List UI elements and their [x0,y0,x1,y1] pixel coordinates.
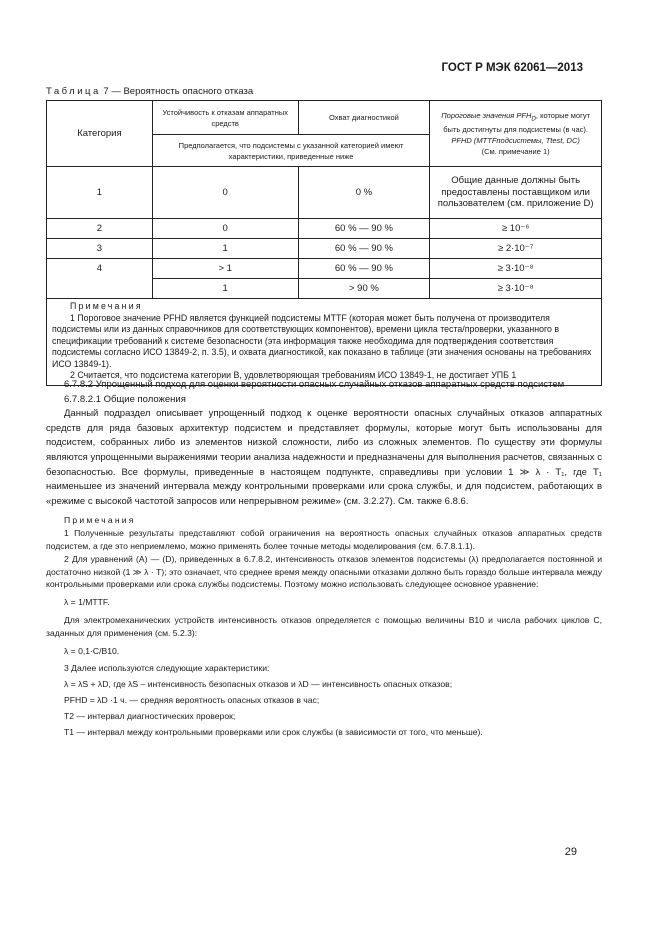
table-cell: 1 [152,279,298,299]
intro-paragraph: Данный подраздел описывает упрощенный подход к оценке вероятности опасных случайных отказов аппаратных средств для ряда базовых архитектур подсистем и представляет формулы, которые могут быть использованы для подсистем, собранных либо из элементов низкой сложности, либо из сложных элементов. По существу эти формулы являются упрощенными выражениями теории анализа надежности и предназначены для выполнения расчетов, связанных с безопасностью. Все формулы, приведенные в настоящем подпункте, справедливы при условии 1 ≫ λ · T₁, где T₁ наименьшее из значений интервала между контрольными проверками или срока службы, и для подсистем, работающих в «режиме с высокой частотой запросов или непрерывном режиме» (см. 3.2.27). См. также 6.8.6. [46,408,602,507]
notes-title: Примечания [70,301,143,311]
table-cell: 0 [152,219,298,239]
table-cell: Общие данные должны быть предоставлены поставщиком или пользователем (см. приложение D) [430,167,602,219]
header-hw-tolerance: Устойчивость к отказам аппаратных средств [152,101,298,135]
table-cell: 4 [47,259,153,299]
table-note-2: 2 Считается, что подсистема категории B, удовлетворяющая требованиям ИСО 13849-1, не достигает УПБ 1 [70,370,517,380]
note-2-continued: Для электромеханических устройств интенсивность отказов определяется с помощью величины B10 и числа рабочих циклов C, заданных для применения (см. 5.2.3): [46,614,602,638]
table-cell: 3 [47,239,153,259]
table-cell: 0 % [298,167,430,219]
header-diagnostic-coverage: Охват диагностикой [298,101,430,135]
header-assumption: Предполагается, что подсистемы с указанной категорией имеют характеристики, приведенные ниже [152,135,429,167]
characteristic-1: λ = λS + λD, где λS – интенсивность безопасных отказов и λD — интенсивность опасных отказов; [64,679,453,690]
table-caption: Таблица 7 — Вероятность опасного отказа [46,86,254,97]
subsection-heading: 6.7.8.2.1 Общие положения [64,393,186,405]
notes-title: Примечания [64,515,136,526]
table-cell: 1 [47,167,153,219]
table-cell: ≥ 3·10⁻⁸ [430,259,602,279]
header-pfh: Пороговые значения $PFH_D$, которые могут быть достигнуты для подсистемы (в час). PFHD (MTTFподсистемы, Ttest, DC) (См. примечание 1) [430,101,602,167]
characteristic-3: T2 — интервал диагностических проверок; [64,710,236,721]
table-note-1: 1 Пороговое значение PFHD является функцией подсистемы MTTF (которая может быть получена от производителя подсистемы или из данных справочников для соответствующих компонентов), времени цикла теста/проверки, указанного в спецификации требований к системе безопасности (эта информация также необходима для подтверждения соответствия подсистемы согласно ИСО 13849-2, п. 3.5), и охвата диагностикой, как показано в таблице (эти значения основаны на требованиях ИСО 13849-1). [52,312,592,369]
characteristic-4: T1 — интервал между контрольными проверками или срок службы (в зависимости от того, что меньше). [64,726,483,737]
header-category: Категория [47,101,153,167]
probability-table [46,100,602,386]
note-1: 1 Полученные результаты представляют собой ограничения на вероятность опасных случайных отказов аппаратных средств подсистем, а где это неприемлемо, можно применять более точные методы моделирования (см. 6.7.8.1.1). [46,528,602,551]
table-cell: ≥ 2·10⁻⁷ [430,239,602,259]
table-cell: ≥ 10⁻⁶ [430,219,602,239]
equation-lambda-b10: λ = 0,1·C/B10. [64,645,120,656]
table-cell: ≥ 3·10⁻⁸ [430,279,602,299]
table-cell: 2 [47,219,153,239]
characteristic-2: PFHD = λD ·1 ч. — средняя вероятность опасных отказов в час; [64,694,320,705]
table-cell: > 1 [152,259,298,279]
table-cell: 60 % — 90 % [298,239,430,259]
section-heading: 6.7.8.2 Упрощенный подход для оценки вероятности опасных случайных отказов аппаратных средств подсистем [64,379,565,390]
main-text [46,378,602,738]
page-number: 29 [564,846,577,858]
table-cell: > 90 % [298,279,430,299]
table-cell: 60 % — 90 % [298,259,430,279]
equation-lambda-mttf: λ = 1/MTTF. [64,597,110,608]
table-cell: 1 [152,239,298,259]
table-cell: 60 % — 90 % [298,219,430,239]
note-2: 2 Для уравнений (A) — (D), приведенных в 6.7.8.2, интенсивность отказов элементов подсистемы (λ) предполагается постоянной и достаточно низкой (1 ≫ λ · T); это означает, что среднее время между опасными отказами должно быть гораздо больше интервала между контрольными проверками или срока службы подсистемы. Поэтому можно использовать следующее основное уравнение: [46,553,602,590]
document-header: ГОСТ Р МЭК 62061—2013 [441,62,583,74]
table-notes [47,299,602,386]
table-cell: 0 [152,167,298,219]
note-3: 3 Далее используются следующие характеристики: [64,663,270,674]
